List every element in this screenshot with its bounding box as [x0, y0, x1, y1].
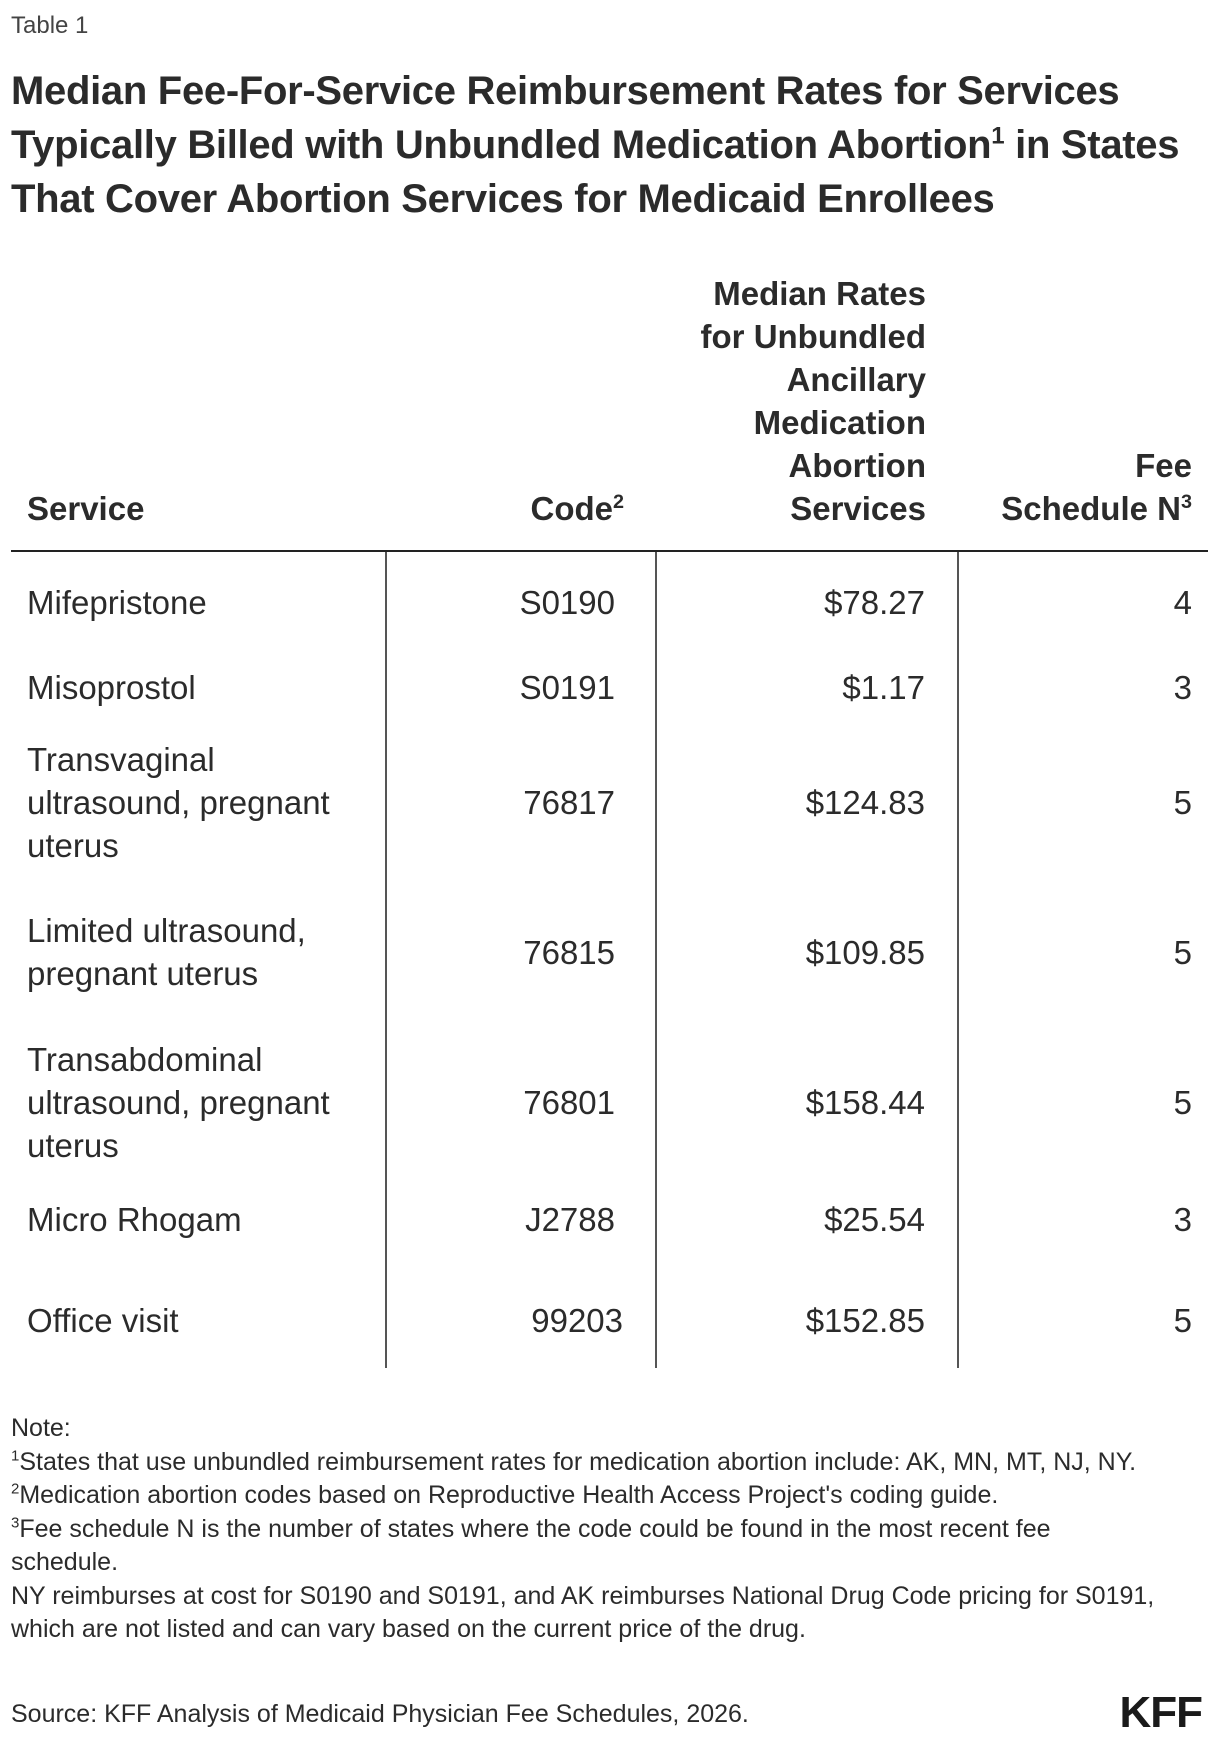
cell-code: 76815 — [386, 879, 656, 1025]
cell-n: 5 — [958, 1025, 1208, 1179]
header-n-footnote: 3 — [1180, 491, 1192, 513]
page-title — [11, 64, 1191, 226]
cell-n: 3 — [958, 1179, 1208, 1259]
cell-service: Micro Rhogam — [27, 1200, 242, 1238]
header-code — [386, 272, 656, 551]
note-3-text: Fee schedule N is the number of states where the code could be found in the most recent fee schedule. — [11, 1514, 1051, 1576]
table-row — [11, 1179, 1208, 1259]
cell-service: Transabdominal ultrasound, pregnant uterus — [27, 1040, 330, 1164]
cell-code: 76817 — [386, 725, 656, 879]
cell-code: 99203 — [386, 1259, 656, 1368]
table-row — [11, 725, 1208, 879]
title-text: Median Fee-For-Service Reimbursement Rates for Services Typically Billed with Unbundled Medication Abortion — [11, 69, 1120, 167]
cell-n: 4 — [958, 551, 1208, 649]
table-row — [11, 649, 1208, 725]
header-rate-line: Services — [790, 490, 926, 527]
header-n-line2 — [974, 487, 1192, 530]
kff-logo: KFF — [1119, 1688, 1202, 1737]
cell-rate: $124.83 — [656, 725, 958, 879]
note-1-marker: 1 — [11, 1447, 20, 1465]
note-2-marker: 2 — [11, 1480, 20, 1498]
table-row — [11, 551, 1208, 649]
cell-service: Mifepristone — [27, 584, 207, 621]
cell-n: 5 — [958, 725, 1208, 879]
note-3-marker: 3 — [11, 1514, 20, 1532]
table-label: Table 1 — [11, 12, 89, 39]
cell-rate: $109.85 — [656, 879, 958, 1025]
cell-rate: $1.17 — [656, 649, 958, 725]
header-fee-schedule-n — [958, 272, 1208, 551]
note-3 — [11, 1513, 1161, 1580]
header-row — [11, 272, 1208, 551]
cell-rate: $152.85 — [656, 1259, 958, 1368]
cell-service: Transvaginal ultrasound, pregnant uterus — [27, 740, 330, 864]
cell-code: J2788 — [386, 1179, 656, 1259]
table-row — [11, 1259, 1208, 1368]
data-table — [11, 272, 1208, 1368]
cell-rate: $158.44 — [656, 1025, 958, 1179]
header-n-line1: Fee — [1135, 447, 1192, 484]
table-row — [11, 879, 1208, 1025]
cell-n: 5 — [958, 1259, 1208, 1368]
note-1 — [11, 1446, 1161, 1480]
cell-n: 5 — [958, 879, 1208, 1025]
notes — [11, 1412, 1161, 1647]
table-row — [11, 1025, 1208, 1179]
header-rate-line: Ancillary — [786, 361, 926, 398]
notes-heading: Note: — [11, 1414, 71, 1442]
header-code-label: Code — [530, 490, 613, 527]
header-service: Service — [11, 272, 386, 551]
title-text-rest: in States That Cover Abortion Services for Medicaid Enrollees — [11, 123, 1180, 221]
cell-rate: $25.54 — [656, 1179, 958, 1259]
note-2 — [11, 1479, 1161, 1513]
header-rate-line: Median Rates — [713, 275, 926, 312]
note-extra: NY reimburses at cost for S0190 and S0191, and AK reimburses National Drug Code pricing for S0191, which are not listed and can vary based on the current price of the drug. — [11, 1581, 1155, 1643]
cell-code: 76801 — [386, 1025, 656, 1179]
note-1-text: States that use unbundled reimbursement rates for medication abortion include: AK, MN, MT, NJ, NY. — [19, 1447, 1137, 1476]
source-line: Source: KFF Analysis of Medicaid Physician Fee Schedules, 2026. — [11, 1700, 749, 1728]
header-n-label: Schedule N — [1001, 490, 1181, 527]
header-rate-line: Medication — [753, 404, 926, 441]
note-2-text: Medication abortion codes based on Reproductive Health Access Project's coding guide. — [19, 1481, 999, 1509]
header-rate-line: for Unbundled — [700, 318, 926, 355]
title-footnote-marker: 1 — [991, 122, 1005, 150]
cell-service: Misoprostol — [27, 668, 196, 706]
cell-rate: $78.27 — [656, 551, 958, 649]
header-median-rates — [656, 272, 958, 551]
header-code-footnote: 2 — [612, 491, 624, 513]
cell-n: 3 — [958, 649, 1208, 725]
cell-code: S0190 — [386, 551, 656, 649]
header-rate-line: Abortion — [788, 447, 926, 484]
cell-service: Limited ultrasound, pregnant uterus — [27, 912, 306, 992]
cell-service: Office visit — [27, 1302, 179, 1339]
cell-code: S0191 — [386, 649, 656, 725]
